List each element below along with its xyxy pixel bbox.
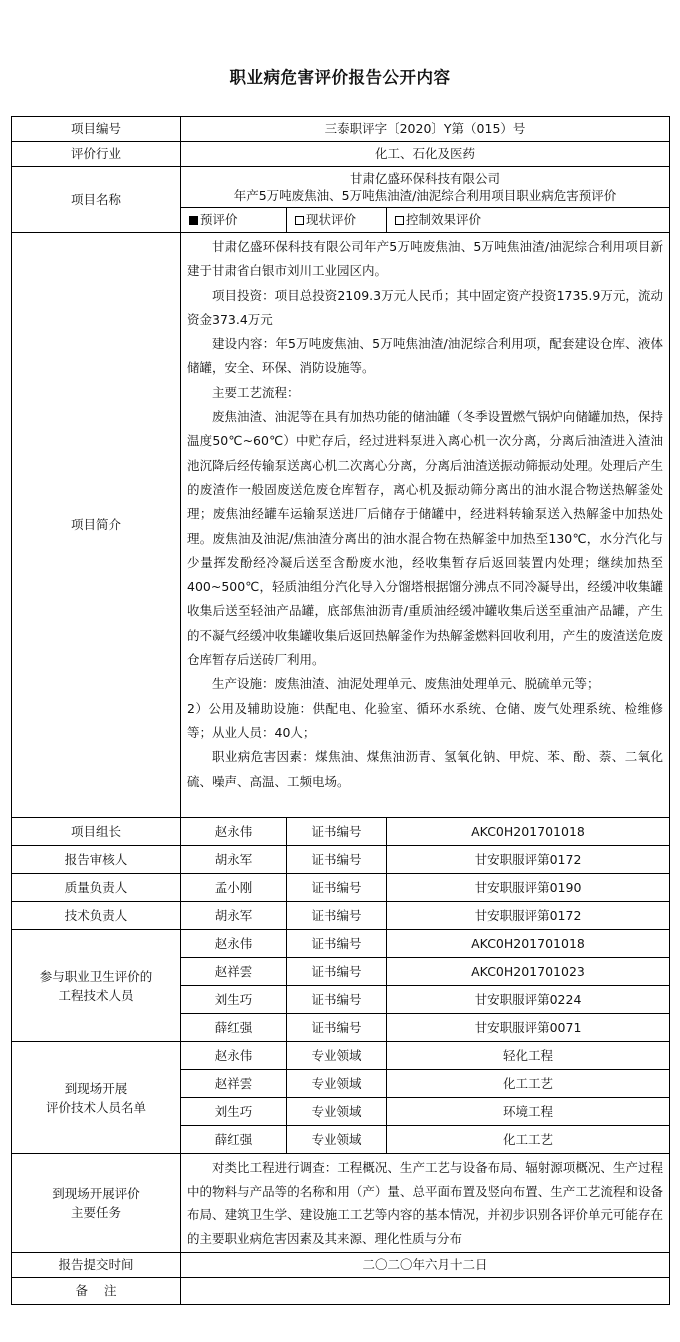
participant-name: 薛红强 [181,1014,287,1042]
row-role [12,902,670,930]
row-project-name [12,167,670,208]
eval-type-current-label: 现状评价 [306,212,357,228]
participants-label [12,930,181,1042]
intro-paragraph: 生产设施：废焦油渣、油泥处理单元、废焦油处理单元、脱硫单元等； [212,676,600,692]
cert-label: 证书编号 [287,930,387,958]
onsite-person-name: 赵永伟 [181,1042,287,1070]
cert-label: 证书编号 [287,1014,387,1042]
page-title: 职业病危害评价报告公开内容 [229,68,451,87]
company-name: 甘肃亿盛环保科技有限公司 [349,171,500,186]
report-table [11,116,670,1305]
onsite-label-line1: 到现场开展 [64,1080,128,1096]
intro-label: 项目简介 [12,233,181,818]
intro-paragraph: 职业病危害因素：煤焦油、煤焦油沥青、氢氧化钠、甲烷、苯、酚、萘、二氧化硫、噪声、高温、工频电场。 [187,749,663,789]
field-value: 环境工程 [387,1098,670,1126]
cert-label: 证书编号 [287,902,387,930]
row-onsite [12,1042,670,1070]
submit-value: 二〇二〇年六月十二日 [181,1253,670,1278]
cert-number: 甘安职服评第0190 [387,874,670,902]
field-label: 专业领域 [287,1042,387,1070]
field-value: 轻化工程 [387,1042,670,1070]
field-value: 化工工艺 [387,1126,670,1154]
industry-value: 化工、石化及医药 [181,142,670,167]
intro-paragraph: 主要工艺流程： [212,384,300,400]
eval-type-control-label: 控制效果评价 [406,212,482,228]
role-label: 项目组长 [12,818,181,846]
cert-number: 甘安职服评第0172 [387,902,670,930]
row-participant [12,930,670,958]
onsite-label [12,1042,181,1154]
intro-paragraph: 2）公用及辅助设施：供配电、化验室、循环水系统、仓储、废气处理系统、检维修等；从业人员：40人； [187,700,663,740]
cert-label: 证书编号 [287,846,387,874]
tasks-label-line1: 到现场开展评价 [52,1186,140,1201]
cert-label: 证书编号 [287,874,387,902]
row-submit [12,1253,670,1278]
participants-label-line1: 参与职业卫生评价的 [39,968,153,984]
cert-label: 证书编号 [287,818,387,846]
project-no-label: 项目编号 [12,117,181,142]
role-label: 报告审核人 [12,846,181,874]
row-remark [12,1278,670,1305]
tasks-label [12,1154,181,1253]
checkbox-empty-icon [295,216,304,225]
cert-label: 证书编号 [287,958,387,986]
intro-content [181,233,670,818]
row-intro [12,233,670,818]
tasks-text: 对类比工程进行调查：工程概况、生产工艺与设备布局、辐射源项概况、生产过程中的物料与产品等的名称和用（产）量、总平面布置及竖向布置、生产工艺流程和设备布局、建筑卫生学、建设施工工艺等内容的基本情况，并初步识别各评价单元可能存在的主要职业病危害因素及其来源、理化性质与分布 [187,1160,663,1246]
onsite-person-name: 薛红强 [181,1126,287,1154]
row-role [12,846,670,874]
field-value: 化工工艺 [387,1070,670,1098]
cert-label: 证书编号 [287,986,387,1014]
eval-type-pre [181,208,287,233]
intro-paragraph: 废焦油渣、油泥等在具有加热功能的储油罐（冬季设置燃气锅炉向储罐加热，保持温度50℃~60℃）中贮存后，经过进料泵进入离心机一次分离，分离后油渣进入渣油池沉降后经传输泵送离心机二次离心分离，分离后油渣送振动筛振动处理。处理后产生的废渣作一般固废送危废仓库暂存，离心机及振动筛分离出的油水混合物送热解釜处理；废焦油经罐车运输泵送进厂后储存于储罐中，经进料转输泵送入热解釜中加热处理。废焦油及油泥/焦油渣分离出的油水混合物在热解釜中加热至130℃，水分汽化与少量挥发酚经冷凝后送至含酚废水池，经收集暂存后返回装置内处理；继续加热至400~500℃，轻质油组分汽化导入分馏塔根据馏分沸点不同冷凝导出，经缓冲收集罐收集后送至轻油产品罐，底部焦油沥青/重质油经缓冲罐收集后送至重油产品罐，产生的不凝气经缓冲收集罐收集后返回热解釜作为热解釜燃料回收利用，产生的废渣送危废仓库暂存后送砖厂利用。 [187,409,663,668]
role-person-name: 胡永军 [181,846,287,874]
row-industry [12,142,670,167]
row-tasks [12,1154,670,1253]
cert-number: AKC0H201701023 [387,958,670,986]
row-project-no [12,117,670,142]
project-no-value: 三泰职评字〔2020〕Y第（015）号 [181,117,670,142]
industry-label: 评价行业 [12,142,181,167]
cert-number: 甘安职服评第0172 [387,846,670,874]
onsite-person-name: 赵祥雲 [181,1070,287,1098]
field-label: 专业领域 [287,1126,387,1154]
eval-type-control [387,208,670,233]
participant-name: 刘生巧 [181,986,287,1014]
tasks-content [181,1154,670,1253]
remark-label: 备 注 [12,1278,181,1305]
onsite-person-name: 刘生巧 [181,1098,287,1126]
remark-value [181,1278,670,1305]
eval-type-current [287,208,387,233]
role-person-name: 赵永伟 [181,818,287,846]
tasks-label-line2: 主要任务 [70,1205,121,1220]
role-label: 技术负责人 [12,902,181,930]
intro-paragraph: 项目投资：项目总投资2109.3万元人民币；其中固定资产投资1735.9万元，流动资金373.4万元 [187,287,663,327]
field-label: 专业领域 [287,1098,387,1126]
field-label: 专业领域 [287,1070,387,1098]
submit-label: 报告提交时间 [12,1253,181,1278]
checkbox-checked-icon [189,216,198,225]
intro-paragraph: 建设内容：年5万吨废焦油、5万吨焦油渣/油泥综合利用项，配套建设仓库、液体储罐，安全、环保、消防设施等。 [187,336,663,376]
role-label: 质量负责人 [12,874,181,902]
cert-number: 甘安职服评第0071 [387,1014,670,1042]
project-full-name: 年产5万吨废焦油、5万吨焦油渣/油泥综合利用项目职业病危害预评价 [233,188,617,203]
project-name-value [181,167,670,208]
role-person-name: 胡永军 [181,902,287,930]
checkbox-empty-icon [395,216,404,225]
row-role [12,818,670,846]
eval-type-pre-label: 预评价 [200,212,238,228]
onsite-label-line2: 评价技术人员名单 [45,1099,146,1115]
row-role [12,874,670,902]
cert-number: AKC0H201701018 [387,818,670,846]
role-person-name: 孟小刚 [181,874,287,902]
participants-label-line2: 工程技术人员 [58,987,134,1003]
intro-paragraph: 甘肃亿盛环保科技有限公司年产5万吨废焦油、5万吨焦油渣/油泥综合利用项目新建于甘肃省白银市刘川工业园区内。 [187,239,663,279]
cert-number: AKC0H201701018 [387,930,670,958]
cert-number: 甘安职服评第0224 [387,986,670,1014]
participant-name: 赵永伟 [181,930,287,958]
project-name-label: 项目名称 [12,167,181,233]
participant-name: 赵祥雲 [181,958,287,986]
